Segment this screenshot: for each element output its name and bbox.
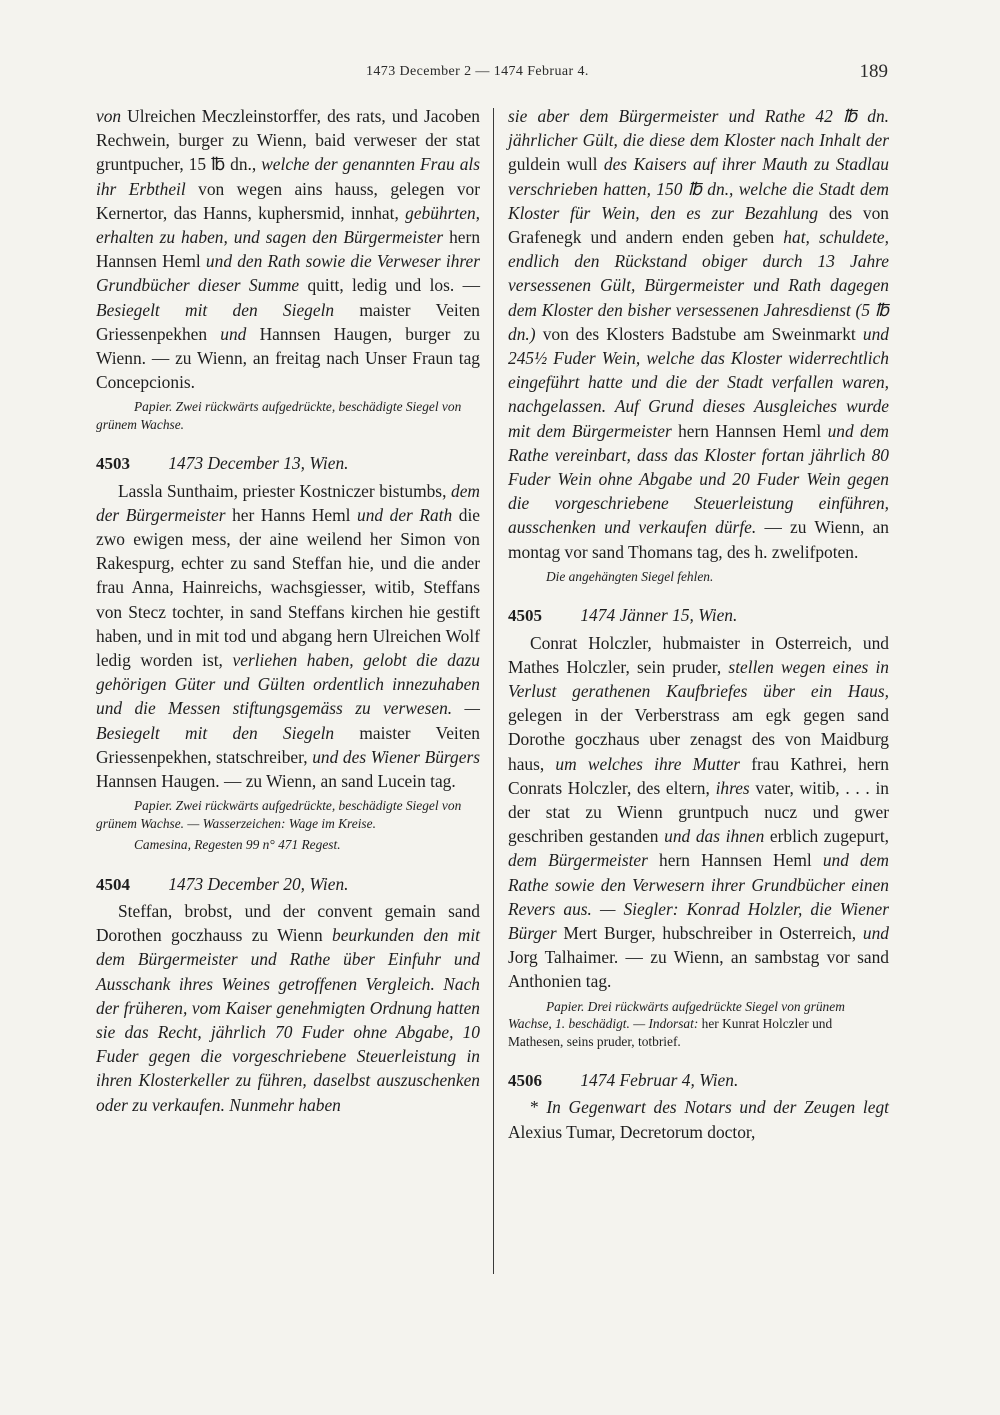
- text-run: Lassla Sunthaim, priester Kostniczer bistumbs,: [118, 480, 452, 501]
- entry-date: 1473 December 20, Wien.: [168, 873, 349, 894]
- text-run: des von Grafenegk und andern enden geben: [508, 202, 889, 248]
- italic-text-run: und das ihnen: [664, 826, 765, 847]
- italic-text-run: von: [96, 106, 122, 126]
- italic-text-run: und dem Rathe vereinbart, dass das Kloster fortan jährlich 80 Fuder Wein ohne Abgabe und 20 Fuder Wein gegen die vorgeschriebene Steuerleistung einführen, ausschenken und verkaufen dürfe.: [508, 420, 889, 538]
- italic-text-run: welche der genannten Frau als ihr Erbtheil: [96, 154, 481, 199]
- text-run: vater, witib, . . . in der stat zu Wienn gruntpuch nucz und gwer geschriben gestanden: [508, 777, 890, 847]
- text-run: Mert Burger, hubschreiber in Osterreich,: [556, 923, 863, 943]
- italic-text-run: In Gegenwart des Notars und der Zeugen legt: [546, 1097, 890, 1118]
- italic-text-run: stellen wegen eines in Verlust gerathenen Kaufbriefes über ein Haus,: [508, 656, 889, 701]
- italic-text-run: beurkunden den mit dem Bürgermeister und Rathe über Einfuhr und Ausschank ihres Weines getroffenen Vergleich. Nach der früheren, vom Kaiser genehmigten Ordnung hatten sie das Recht, jährlich 70 Fuder ohne Abgabe, 10 Fuder gegen die vorgeschriebene Steuerleistung in ihren Klosterkeller zu führen, daselbst auszuschenken oder zu verkaufen. Nunmehr haben: [96, 925, 480, 1115]
- entry-4504-heading: [96, 872, 480, 897]
- italic-text-run: des Kaisers auf ihrer Mauth zu Stadlau verschrieben hatten, 150 ℔ dn., welche die Stadt dem Kloster für Wein, den es zur Bezahlung: [508, 154, 889, 223]
- text-run: von wegen ains hauss, gelegen vor Kernertor, das Hanns, kuphersmid, innhat,: [96, 178, 480, 223]
- italic-text-run: und des Wiener Bürgers: [312, 746, 480, 767]
- seal-note: Papier. Zwei rückwärts aufgedrückte, beschädigte Siegel von grünem Wachse. — Wasserzeichen: Wage im Kreise.: [96, 798, 462, 831]
- text-run: *: [530, 1097, 547, 1118]
- right-column: [508, 104, 889, 1144]
- italic-text-run: und 245½ Fuder Wein, welche das Kloster widerrechtlich eingeführt hatte und die der Stadt verfallen waren, nachgelassen. Auf Grund dieses Ausgleiches wurde mit dem Bürgermeister: [508, 323, 889, 441]
- text-run: her Hanns Heml: [225, 504, 357, 525]
- entry-date: 1474 Februar 4, Wien.: [580, 1070, 739, 1091]
- column-divider: [493, 108, 494, 1274]
- page-number: 189: [859, 61, 888, 82]
- text-run: die zwo ewigen mess, der aine weilend her Simon von Rakespurg, echter zu sand Steffan hie, und die ander frau Anna, Hainreichs, wachsgiesser, witib, Steffans von Stecz tochter, in sand Steffans kirchen hie gestift haben, und in mit tod und abgang hern Ulreichen Wolf ledig worden ist,: [96, 504, 480, 671]
- entry-4503-text: [96, 479, 480, 794]
- entry-4504-text: [96, 899, 480, 1117]
- text-run: gelegen in der Verberstrass am egk gegen sand Dorothe goczhaus uber zenagst des von Maidburg haus,: [508, 705, 889, 774]
- italic-text-run: und: [220, 323, 247, 344]
- entry-4502-continuation: [96, 104, 480, 394]
- text-run: maister Veiten Griessenpekhen: [96, 299, 480, 344]
- italic-text-run: gebührten, erhalten zu haben, und sagen den Bürgermeister: [96, 202, 480, 248]
- entry-date: 1474 Jänner 15, Wien.: [580, 605, 738, 626]
- text-run: von des Klosters Badstube: [535, 323, 737, 344]
- entry-4504-continuation: [508, 104, 889, 564]
- text-run: Alexius Tumar, Decretorum doctor,: [508, 1121, 756, 1142]
- entry-number: 4506: [508, 1071, 542, 1091]
- seal-note: Die angehängten Siegel fehlen.: [546, 568, 714, 584]
- text-run: erblich zugepurt,: [764, 826, 889, 847]
- text-run: Ulreichen Meczleinstorffer, des rats, und Jacoben Rechwein, burger zu Wienn, baid verweser der stat gruntpucher, 15 ℔ dn.,: [96, 106, 480, 175]
- page-header: [0, 61, 1000, 88]
- entry-4505-text: [508, 631, 889, 994]
- text-run: Hannsen Haugen. — zu Wienn, an sand Lucein tag.: [96, 771, 456, 792]
- italic-text-run: hat, schuldete, endlich den Rückstand obiger durch 13 Jahre versessenen Gült, Bürgermeister und Rath dagegen dem Kloster den bisher versessenen Jahresdienst (5 ℔ dn.): [508, 227, 889, 344]
- text-run: hern Hannsen Heml: [647, 850, 823, 871]
- entry-date: 1473 December 13, Wien.: [168, 453, 349, 474]
- text-run: Hannsen Haugen, burger zu Wienn. — zu Wienn, an freitag nach Unser Fraun tag Concepcionis.: [96, 323, 480, 393]
- text-run: hern Hannsen Heml: [671, 420, 828, 441]
- entry-4506-heading: [508, 1068, 889, 1093]
- text-run: frau Kathrei, hern Conrats Holczler, des eltern,: [508, 753, 889, 798]
- entry-number: 4505: [508, 606, 542, 626]
- seal-note-description: Papier. Drei rückwärts aufgedrückte Siegel von grünem Wachse, 1. beschädigt. — Indorsat:: [508, 998, 845, 1032]
- italic-text-run: und dem Rathe sowie den Verwesern ihrer Grundbücher einen Revers aus. — Siegler: Konrad Holzler, die Wiener Bürger: [508, 850, 889, 943]
- italic-text-run: und der Rath: [357, 504, 453, 525]
- italic-text-run: dem der Bürgermeister: [96, 480, 480, 525]
- text-run: maister Veiten Griessenpekhen, statschreiber,: [96, 722, 480, 767]
- reference-note: Camesina, Regesten 99 n° 471 Regest.: [134, 837, 341, 853]
- running-title: 1473 December 2 — 1474 Februar 4.: [366, 64, 589, 79]
- italic-text-run: sie aber dem Bürgermeister und Rathe 42 ℔ dn. jährlicher Gült, die diese dem Kloster nach Inhalt der: [508, 106, 889, 151]
- endorsement-text: her Kunrat Holczler und Mathesen, seins pruder, totbrief.: [508, 1016, 833, 1049]
- italic-text-run: verliehen haben, gelobt die dazu gehörigen Güter und Gülten ordentlich innezuhaben und die Messen stiftungsgemäss zu verwesen. — Besiegelt mit den Siegeln: [96, 650, 480, 743]
- text-run: am Sweinmarkt: [736, 323, 863, 344]
- text-run: Conrat Holczler, hubmaister in Osterreich, und Mathes Holczler, sein pruder,: [508, 632, 889, 677]
- text-run: Jorg Talhaimer. — zu Wienn, an sambstag vor sand Anthonien tag.: [508, 947, 889, 992]
- text-run: Steffan, brobst, und der convent gemain sand Dorothen goczhauss zu Wienn: [96, 900, 480, 946]
- italic-text-run: und den Rath sowie die Verweser ihrer Grundbücher dieser Summe: [96, 251, 480, 296]
- text-run: guldein wull: [508, 154, 604, 175]
- seal-note: Papier. Zwei rückwärts aufgedrückte, beschädigte Siegel von grünem Wachse.: [96, 399, 462, 432]
- entry-number: 4503: [96, 454, 130, 474]
- italic-text-run: ihres: [715, 777, 750, 798]
- text-run: — zu Wienn, an montag vor sand Thomans tag, des h. zwelifpoten.: [508, 517, 889, 562]
- text-run: quitt, ledig und los. —: [299, 275, 480, 296]
- italic-text-run: und: [862, 923, 889, 943]
- italic-text-run: dem Bürgermeister: [508, 850, 648, 871]
- entry-number: 4504: [96, 874, 130, 894]
- italic-text-run: Besiegelt mit den Siegeln: [96, 299, 335, 320]
- italic-text-run: um welches ihre Mutter: [555, 753, 741, 774]
- text-run: hern Hannsen Heml: [96, 227, 481, 272]
- left-column: [96, 104, 480, 1117]
- seal-note: [508, 998, 889, 1051]
- entry-4503-heading: [96, 451, 480, 476]
- entry-4506-text: [508, 1095, 889, 1143]
- entry-4505-heading: [508, 603, 889, 628]
